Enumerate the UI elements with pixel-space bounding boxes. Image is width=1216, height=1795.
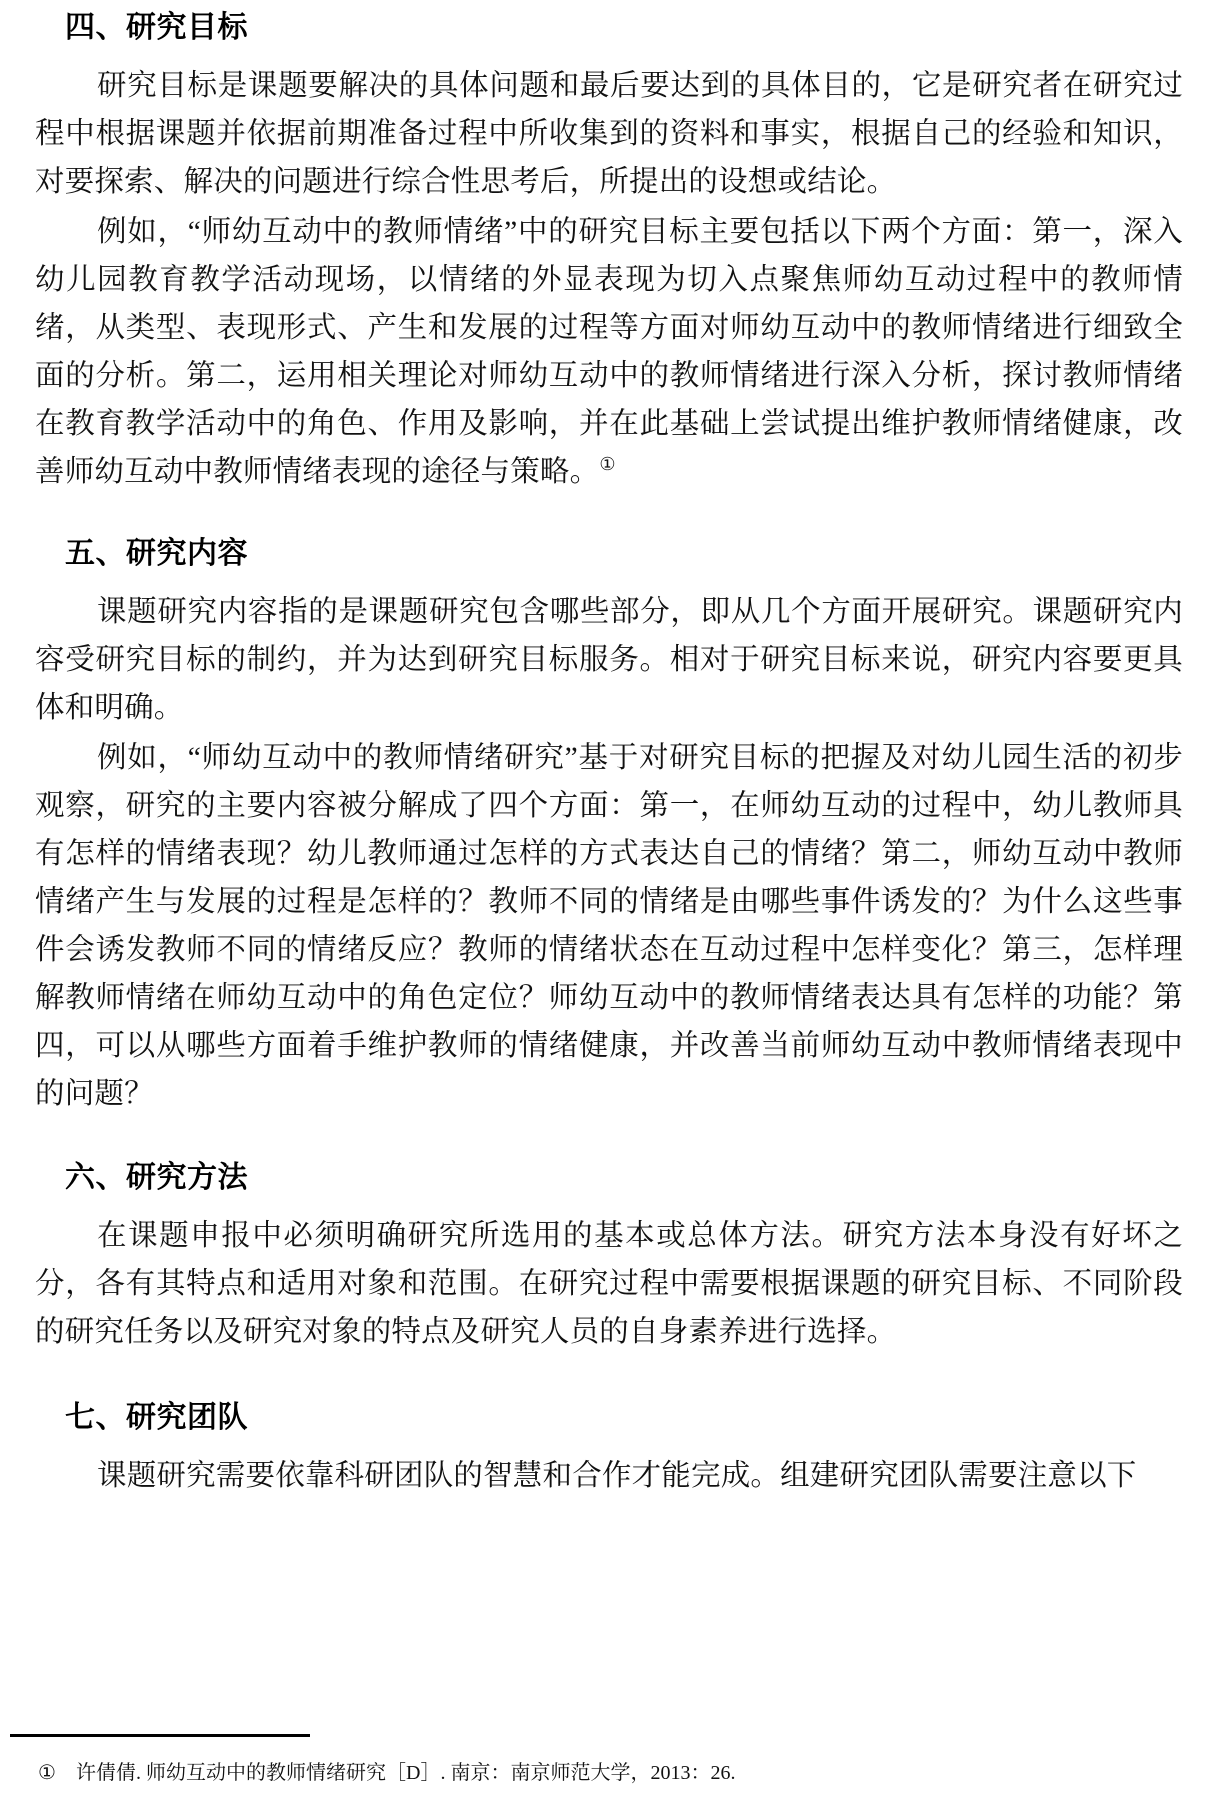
paragraph-objectives-definition: 研究目标是课题要解决的具体问题和最后要达到的具体目的，它是研究者在研究过程中根据课题并依据前期准备过程中所收集到的资料和事实，根据自己的经验和知识，对要探索、解决的问题进行综合性思考后，所提出的设想或结论。 bbox=[35, 70, 1183, 198]
paragraph-team-intro: 课题研究需要依靠科研团队的智慧和合作才能完成。组建研究团队需要注意以下 bbox=[97, 1460, 1137, 1492]
page-content bbox=[35, 0, 1183, 1500]
section-heading-research-content: 五、研究内容 bbox=[65, 537, 248, 570]
footnote-marker: ① bbox=[38, 1762, 56, 1784]
paragraph-objectives-example-text: 例如，“师幼互动中的教师情绪”中的研究目标主要包括以下两个方面：第一，深入幼儿园教育教学活动现场，以情绪的外显表现为切入点聚焦师幼互动过程中的教师情绪，从类型、表现形式、产生和发展的过程等方面对师幼互动中的教师情绪进行细致全面的分析。第二，运用相关理论对师幼互动中的教师情绪进行深入分析，探讨教师情绪在教育教学活动中的角色、作用及影响，并在此基础上尝试提出维护教师情绪健康，改善师幼互动中教师情绪表现的途径与策略。 bbox=[35, 216, 1183, 488]
footnote-citation-text: 许倩倩. 师幼互动中的教师情绪研究［D］. 南京：南京师范大学，2013：26. bbox=[76, 1762, 736, 1784]
paragraph-content-definition: 课题研究内容指的是课题研究包含哪些部分，即从几个方面开展研究。课题研究内容受研究目标的制约，并为达到研究目标服务。相对于研究目标来说，研究内容要更具体和明确。 bbox=[35, 596, 1183, 724]
section-heading-research-methods: 六、研究方法 bbox=[65, 1161, 248, 1194]
paragraph-content-example: 例如，“师幼互动中的教师情绪研究”基于对研究目标的把握及对幼儿园生活的初步观察，研究的主要内容被分解成了四个方面：第一，在师幼互动的过程中，幼儿教师具有怎样的情绪表现？幼儿教师通过怎样的方式表达自己的情绪？第二，师幼互动中教师情绪产生与发展的过程是怎样的？教师不同的情绪是由哪些事件诱发的？为什么这些事件会诱发教师不同的情绪反应？教师的情绪状态在互动过程中怎样变化？第三，怎样理解教师情绪在师幼互动中的角色定位？师幼互动中的教师情绪表达具有怎样的功能？第四，可以从哪些方面着手维护教师的情绪健康，并改善当前师幼互动中教师情绪表现中的问题？ bbox=[35, 742, 1183, 1110]
footnote-entry bbox=[10, 1759, 1190, 1787]
footnote-reference-marker[interactable]: ① bbox=[599, 454, 616, 475]
footnote-area bbox=[10, 1734, 1190, 1787]
section-heading-research-team: 七、研究团队 bbox=[65, 1401, 248, 1434]
paragraph-objectives-example bbox=[35, 208, 1183, 496]
section-heading-research-objectives: 四、研究目标 bbox=[65, 11, 248, 44]
paragraph-methods-definition: 在课题申报中必须明确研究所选用的基本或总体方法。研究方法本身没有好坏之分，各有其特点和适用对象和范围。在研究过程中需要根据课题的研究目标、不同阶段的研究任务以及研究对象的特点及研究人员的自身素养进行选择。 bbox=[35, 1220, 1183, 1348]
footnote-separator-rule bbox=[10, 1734, 310, 1737]
